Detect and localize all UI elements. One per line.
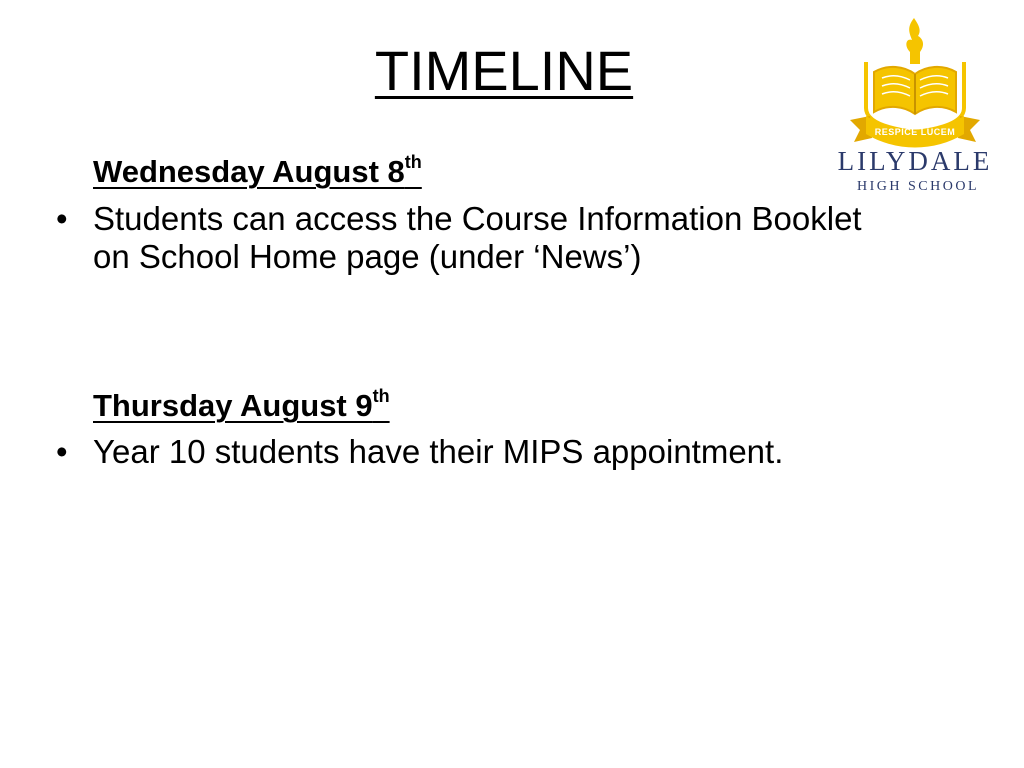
open-book-icon xyxy=(874,67,956,114)
heading-text: Thursday August 9 xyxy=(93,388,373,423)
school-logo xyxy=(826,16,1004,196)
section-heading-thursday xyxy=(93,388,390,424)
heading-text: Wednesday August 8 xyxy=(93,154,405,189)
heading-superscript: th xyxy=(404,152,422,172)
torch-flame-icon xyxy=(906,18,923,64)
section-heading-wednesday xyxy=(93,154,422,190)
logo-motto: RESPICE LUCEM xyxy=(874,127,956,137)
logo-school-name: LILYDALE xyxy=(837,146,993,176)
bullet-text: Students can access the Course Information Booklet on School Home page (under ‘News’) xyxy=(93,200,862,275)
bullet-item xyxy=(56,200,896,276)
slide-title-text: TIMELINE xyxy=(374,39,634,102)
logo-school-subtitle: HIGH SCHOOL xyxy=(857,179,979,194)
bullet-item xyxy=(56,433,896,471)
heading-superscript: th xyxy=(372,386,390,406)
bullet-icon: • xyxy=(56,433,68,470)
bullet-icon: • xyxy=(56,200,68,237)
motto-ribbon xyxy=(850,116,980,148)
bullet-text: Year 10 students have their MIPS appointment. xyxy=(93,433,784,470)
